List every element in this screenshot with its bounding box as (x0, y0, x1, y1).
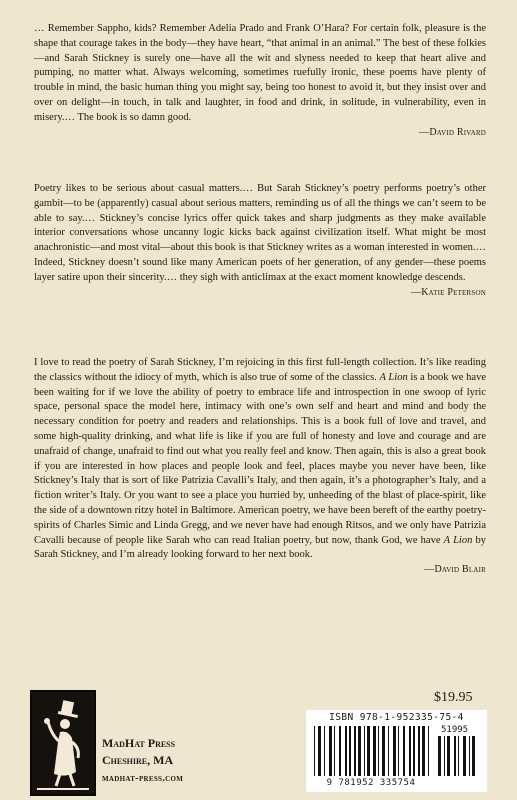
isbn-label: ISBN 978-1-952335-75-4 (329, 712, 464, 723)
blurb-text: Poetry likes to be serious about casual matters.… But Sarah Stickney’s poetry performs poetry’s other gambit—to be (apparently) casual about serious matters, reminding us of all the things we can’t seem to be able to say.… Stickney’s concise lyrics offer quick takes and sharp judgments as they make available interior conversations whose uncanny logic kicks back against civilization itself. What might be most anachronistic—and most vital—about this book is that Stickney writes as a woman interested in women.… Indeed, Stickney doesn’t sound like many American poets of her generation, of any gender—these poems layer satire upon their sincerity.… they sigh with anticlimax at the exact moment knowledge descends. (34, 183, 486, 283)
price: $19.95 (434, 690, 473, 705)
book-title: A Lion (379, 371, 408, 383)
madhat-press-logo-icon (30, 690, 96, 796)
blurb-author: —David Rivard (419, 126, 486, 138)
blurb-text: … Remember Sappho, kids? Remember Adelia Prado and Frank O’Hara? For certain folk, pleasure is the shape that courage takes in the body—they have heart, “that animal in an animal.” The best of these folkies—and Sarah Stickney is surely one—have all the wit and slyness needed to keep that heart alive and pumping, no matter what. Always welcoming, sometimes ruefully ironic, these poems have plenty of trouble in mind, the basic human thing you might say, being too honest to avoid it, but they insist over and over on delight—in touch, in talk and laughter, in food and drink, in solitude, in vulnerability, even in misery.… The book is so damn good. (34, 23, 486, 123)
barcode-bars-addon (438, 736, 482, 776)
blurb-author: —David Blair (424, 564, 486, 576)
blurb-author: —Katie Peterson (411, 286, 486, 298)
publisher-block (102, 735, 175, 769)
publisher-city: Cheshire, MA (102, 753, 174, 767)
barcode-bars-main (314, 726, 434, 776)
publisher-url: madhat-press.com (102, 773, 184, 784)
price-code: 51995 (441, 725, 469, 735)
blurb-blair (34, 356, 486, 578)
blurb-text-part3: by Sarah Stickney, and I’m already looking forward to her next book. (34, 534, 486, 561)
blurb-rivard (34, 22, 486, 140)
blurb-peterson (34, 182, 486, 300)
blurb-text-part1: I love to read the poetry of Sarah Stickney, I’m rejoicing in this first full-length collection. It’s like reading the classics without the idiocy of myth, which is also true of some of the classics. (34, 357, 486, 383)
isbn-barcode (306, 710, 487, 792)
barcode-digits: 9 781952 335754 (326, 778, 416, 788)
publisher-name: MadHat Press (102, 736, 176, 750)
blurb-text-part2: is a book we have been waiting for if we love the ability of poetry to embrace life and introspection in one swoop of lyric space, personal space the model here, intimacy with one’s own self and heart and mind and body the necessary condition for poetry and readers and relationships. This is a book full of love and travel, and some high-quality drinking, and what life is like if you are full of honesty and love and courage and are unafraid of change, unafraid to find out what you really feel and know. Then again, this is also a great book if you are interested in how places and people look and feel, places maybe you never have been, like Stickney’s Italy that is sort of like Patrizia Cavalli’s Italy, and then again, it’s a photographer’s Italy, and a fiction writer’s Italy. Or you want to see a place you hurried by, unheeding of the blast of place-spirit, like the side of a downtown ritzy hotel in Baltimore. American poetry, we have been bereft of the earthy poetry-spirits of Charles Simic and Linda Gregg, and we never have had enough Ritsos, and we only have Patrizia Cavalli because of people like Sarah who can read Italian poetry, but now, thank God, we have (34, 371, 486, 546)
book-title: A Lion (443, 534, 473, 546)
